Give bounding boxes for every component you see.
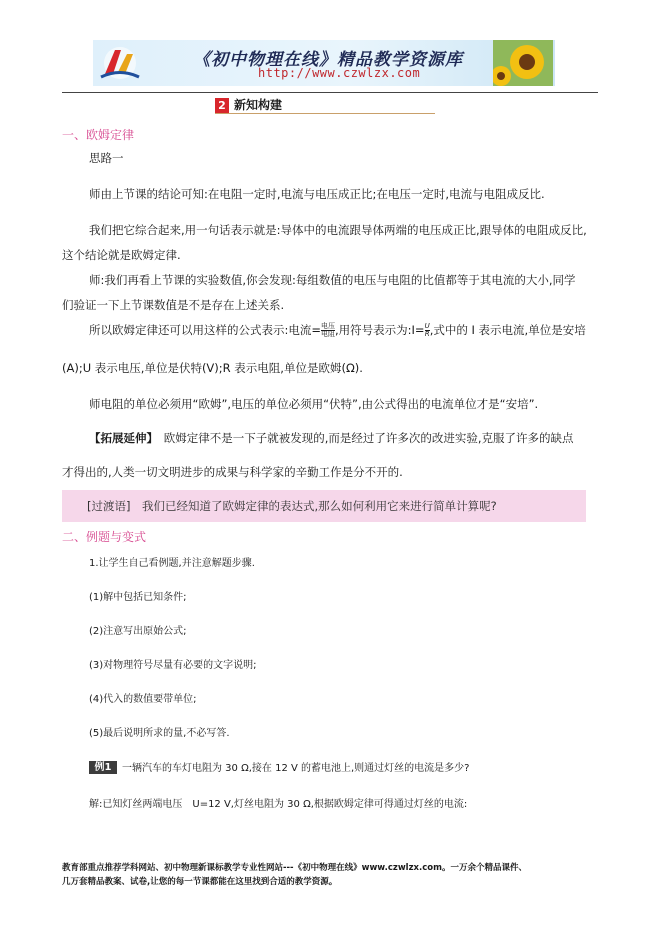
site-logo-icon xyxy=(97,44,143,82)
banner-url[interactable]: http://www.czwlzx.com xyxy=(258,66,421,80)
paragraph-1: 师由上节课的结论可知:在电阻一定时,电流与电压成正比;在电压一定时,电流与电阻成反比. xyxy=(89,187,545,201)
section-header xyxy=(215,98,435,114)
transition-note-box xyxy=(62,490,586,522)
fraction-denominator: 电阻 xyxy=(321,330,336,338)
subheading-idea-one: 思路一 xyxy=(89,151,124,165)
fraction-numerator: 电压 xyxy=(321,322,336,330)
extension-paragraph-line-1 xyxy=(89,430,574,446)
extension-text-a: 欧姆定律不是一下子就被发现的,而是经过了许多次的改进实验,克服了许多的缺点 xyxy=(163,431,574,445)
paragraph-2-line-2: 这个结论就是欧姆定律. xyxy=(62,248,181,262)
heading-ohms-law: 一、欧姆定律 xyxy=(62,128,135,142)
header-banner xyxy=(93,40,555,86)
fraction2-numerator: U xyxy=(424,322,430,330)
footer-line-1: 教育部重点推荐学科网站、初中物理新课标教学专业性网站---《初中物理在线》www.czwlzx.com。一万余个精品课件、 xyxy=(62,863,527,873)
formula-text-a: 所以欧姆定律还可以用这样的公式表示:电流= xyxy=(89,323,322,337)
formula-text-b: ,用符号表示为:I= xyxy=(335,323,425,337)
banner-title: 《初中物理在线》精品教学资源库 xyxy=(193,50,463,70)
fraction2-denominator: R xyxy=(424,330,430,338)
heading-examples: 二、例题与变式 xyxy=(62,530,147,544)
extension-paragraph-line-2: 才得出的,人类一切文明进步的成果与科学家的辛勤工作是分不开的. xyxy=(62,465,403,479)
step-5: (4)代入的数值要带单位; xyxy=(89,694,197,705)
step-1: 1.让学生自己看例题,并注意解题步骤. xyxy=(89,558,255,569)
sunflower-icon xyxy=(493,40,553,86)
solution-text: 解:已知灯丝两端电压 U=12 V,灯丝电阻为 30 Ω,根据欧姆定律可得通过灯丝的电流: xyxy=(89,799,468,810)
step-4: (3)对物理符号尽量有必要的文字说明; xyxy=(89,660,257,671)
paragraph-2-line-1: 我们把它综合起来,用一句话表示就是:导体中的电流跟导体两端的电压成正比,跟导体的电阻成反比, xyxy=(89,223,587,237)
step-3: (2)注意写出原始公式; xyxy=(89,626,187,637)
section-title: 新知构建 xyxy=(234,98,283,112)
footer-line-2: 几万套精品教案、试卷,让您的每一节课都能在这里找到合适的教学资源。 xyxy=(62,877,338,887)
section-number-badge: 2 xyxy=(215,98,229,113)
extension-label: 【拓展延伸】 xyxy=(89,431,153,445)
step-6: (5)最后说明所求的量,不必写答. xyxy=(89,728,230,739)
example-tag: 例1 xyxy=(89,761,117,774)
transition-note-text: [过渡语] 我们已经知道了欧姆定律的表达式,那么如何利用它来进行简单计算呢? xyxy=(87,499,497,513)
paragraph-4-line-2: (A);U 表示电压,单位是伏特(V);R 表示电阻,单位是欧姆(Ω). xyxy=(62,361,363,375)
header-divider xyxy=(62,92,598,93)
paragraph-5: 师电阻的单位必须用“欧姆”,电压的单位必须用“伏特”,由公式得出的电流单位才是“安培”. xyxy=(89,397,539,411)
step-2: (1)解中包括已知条件; xyxy=(89,592,187,603)
formula-text-c: ,式中的 I 表示电流,单位是安培 xyxy=(429,323,586,337)
fraction-voltage-resistance xyxy=(321,323,335,338)
paragraph-3-line-1: 师:我们再看上节课的实验数值,你会发现:每组数值的电压与电阻的比值都等于其电流的大小,同学 xyxy=(89,273,576,287)
example-question: 一辆汽车的车灯电阻为 30 Ω,接在 12 V 的蓄电池上,则通过灯丝的电流是多少? xyxy=(122,763,470,774)
paragraph-3-line-2: 们验证一下上节课数值是不是存在上述关系. xyxy=(62,298,285,312)
paragraph-4-line-1 xyxy=(89,322,586,338)
